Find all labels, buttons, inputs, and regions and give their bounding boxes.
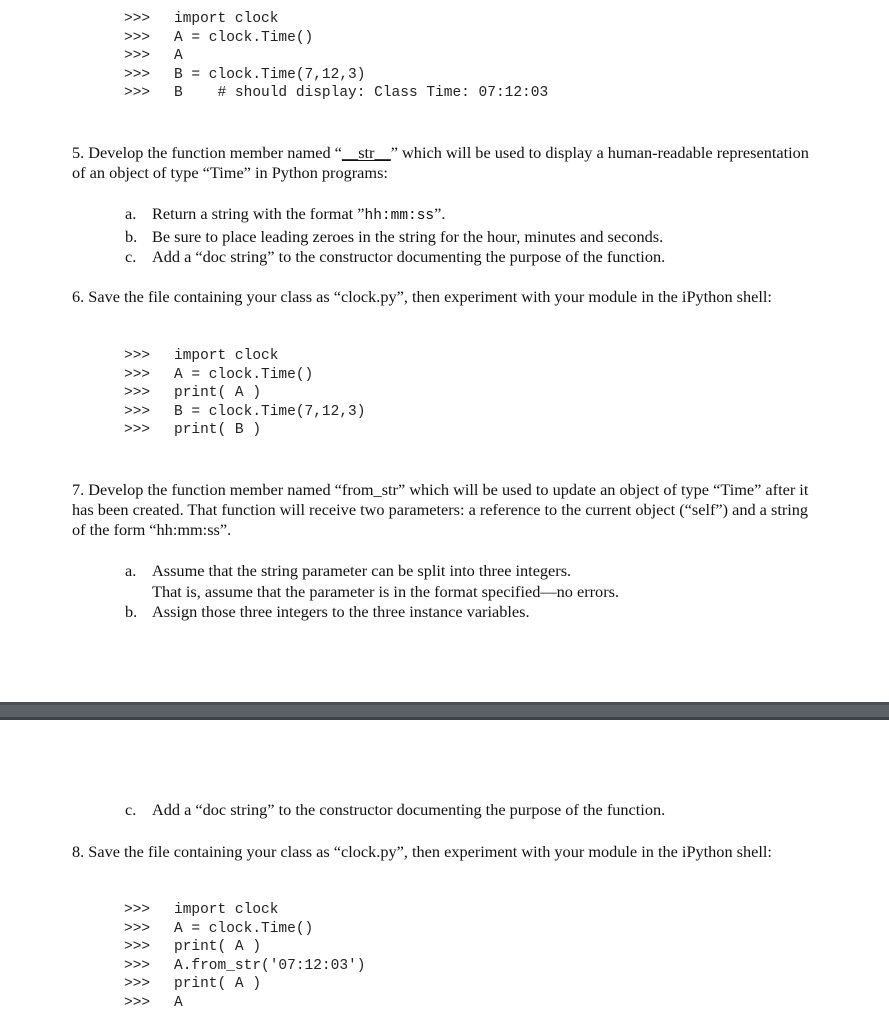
code-line: >>> import clock xyxy=(124,11,279,27)
code-prompt: >>> xyxy=(124,66,151,83)
question-5-subitems xyxy=(125,204,815,268)
list-item: b. Be sure to place leading zeroes in the string for the hour, minutes and seconds. xyxy=(125,226,664,246)
code-line: >>> print( A ) xyxy=(124,939,262,955)
code-line: >>> A xyxy=(124,48,183,64)
code-line: >>> print( A ) xyxy=(124,976,262,992)
code-line: >>> A = clock.Time() xyxy=(124,920,314,937)
code-line: >>> B # should display: Class Time: 07:12:03 xyxy=(124,85,549,101)
code-prompt: >>> xyxy=(124,366,151,383)
code-line: >>> B = clock.Time(7,12,3) xyxy=(124,66,366,83)
question-7-subitems xyxy=(125,561,815,623)
code-line: >>> A = clock.Time() xyxy=(124,366,314,383)
page-bottom xyxy=(0,720,889,1024)
code-block-3 xyxy=(124,901,365,1012)
code-prompt: >>> xyxy=(124,29,151,46)
question-5: 5. Develop the function member named “__str__” which will be used to display a human-readable representation of an object of type “Time” in Python programs: xyxy=(72,143,809,182)
code-prompt: >>> xyxy=(124,994,151,1011)
code-prompt: >>> xyxy=(124,957,151,974)
code-prompt: >>> xyxy=(124,11,151,27)
code-line: >>> A.from_str('07:12:03') xyxy=(124,957,366,974)
question-6: 6. Save the file containing your class as “clock.py”, then experiment with your module in the iPython shell: xyxy=(72,287,772,306)
code-line: >>> print( A ) xyxy=(124,385,262,401)
code-prompt: >>> xyxy=(124,85,151,101)
page-separator xyxy=(0,702,889,720)
code-prompt: >>> xyxy=(124,48,151,64)
code-line: >>> import clock xyxy=(124,902,279,918)
list-item: a. Assume that the string parameter can be split into three integers. That is, assume that the parameter is in the format specified—no errors. xyxy=(125,561,620,601)
code-prompt: >>> xyxy=(124,939,151,955)
code-prompt: >>> xyxy=(124,422,151,438)
str-method-name: __str__ xyxy=(341,143,391,162)
code-prompt: >>> xyxy=(124,902,151,918)
list-item: a. Return a string with the format ”hh:mm:ss”. xyxy=(125,204,446,224)
code-prompt: >>> xyxy=(124,403,151,420)
code-line: >>> A = clock.Time() xyxy=(124,29,314,46)
list-item: c. Add a “doc string” to the constructor documenting the purpose of the function. xyxy=(125,247,666,266)
question-8: 8. Save the file containing your class as “clock.py”, then experiment with your module in the iPython shell: xyxy=(72,842,772,861)
format-code: hh:mm:ss xyxy=(364,208,435,224)
code-line: >>> B = clock.Time(7,12,3) xyxy=(124,403,366,420)
code-block-1 xyxy=(124,10,548,103)
list-item: c. Add a “doc string” to the constructor documenting the purpose of the function. xyxy=(125,800,666,819)
code-prompt: >>> xyxy=(124,976,151,992)
code-prompt: >>> xyxy=(124,920,151,937)
question-7: 7. Develop the function member named “from_str” which will be used to update an object of type “Time” after it has been created. That function will receive two parameters: a reference to the current object (“self”) and a string of the form “hh:mm:ss”. xyxy=(72,480,809,539)
list-item: b. Assign those three integers to the three instance variables. xyxy=(125,602,530,621)
code-line: >>> print( B ) xyxy=(124,422,262,438)
code-line: >>> A xyxy=(124,994,183,1011)
code-prompt: >>> xyxy=(124,385,151,401)
code-line: >>> import clock xyxy=(124,348,279,364)
code-block-2 xyxy=(124,347,365,440)
question-7-continued xyxy=(125,800,815,821)
code-prompt: >>> xyxy=(124,348,151,364)
